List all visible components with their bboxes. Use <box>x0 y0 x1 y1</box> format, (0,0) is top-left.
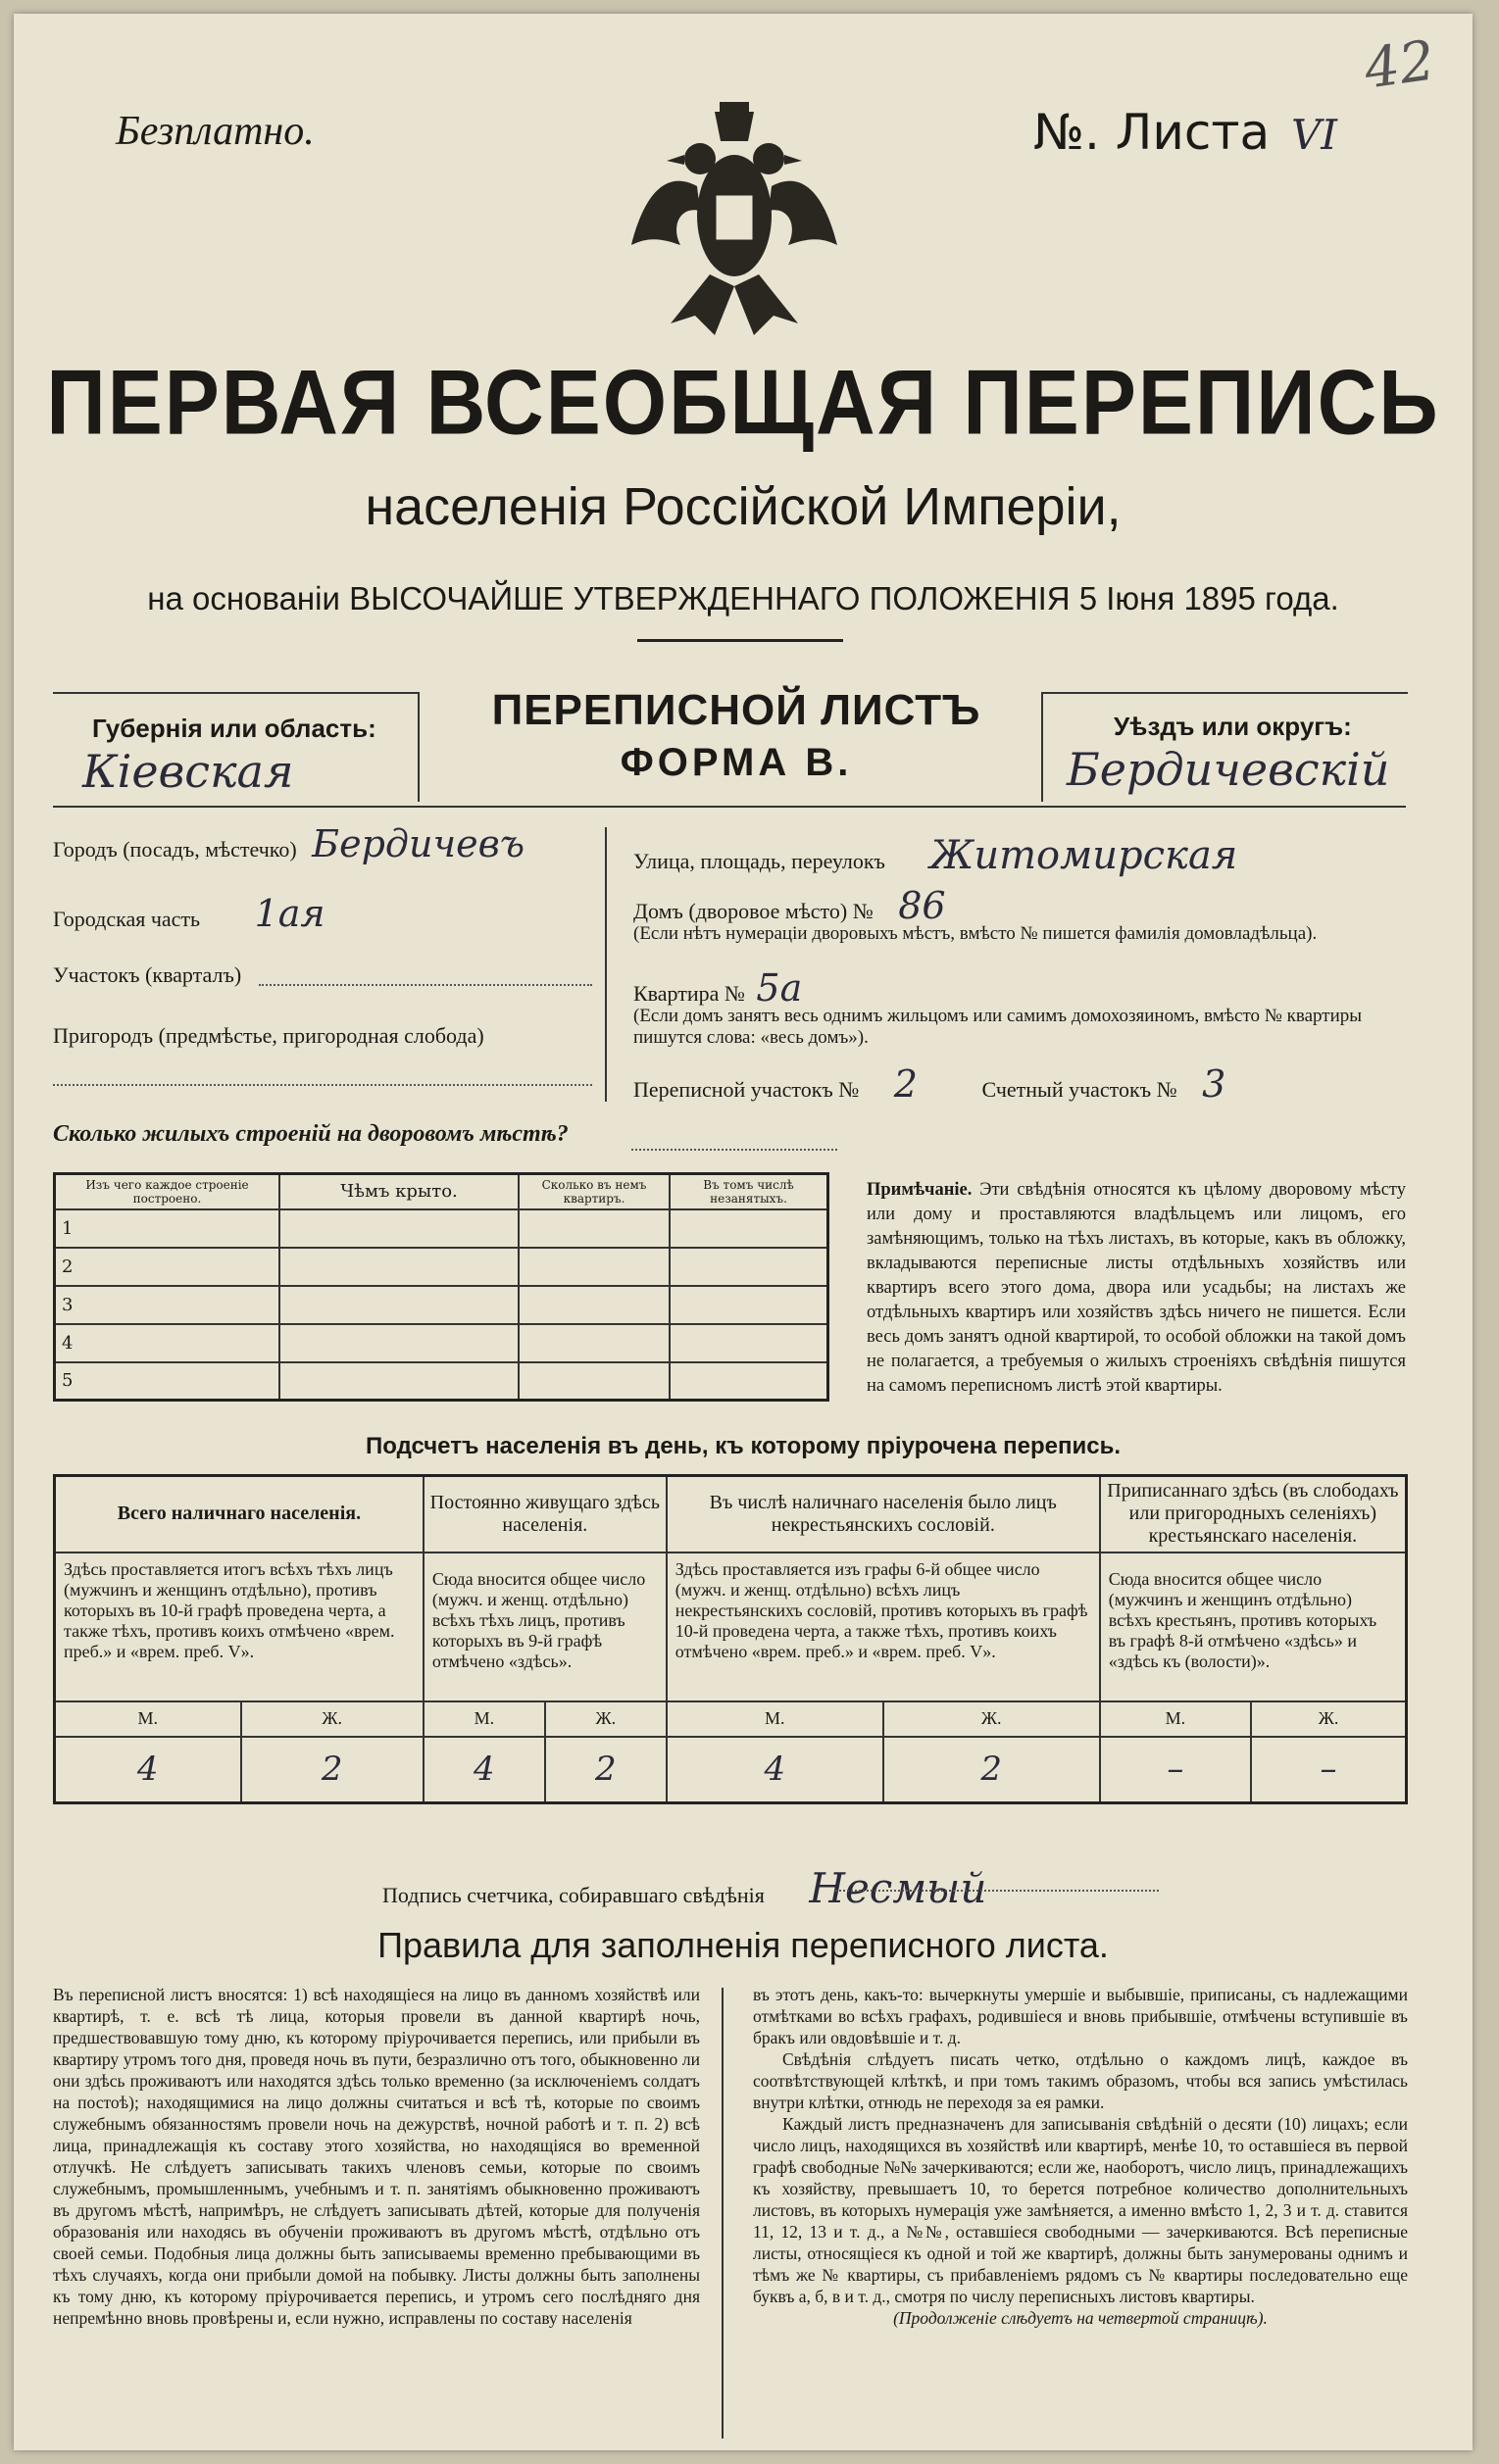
street-value: Житомирская <box>929 833 1238 878</box>
column-header: Изъ чего каждое строеніе построено. <box>55 1174 280 1209</box>
row-number: 5 <box>55 1362 280 1401</box>
population-table <box>53 1474 1408 1804</box>
divider <box>722 1988 724 2439</box>
row-number: 4 <box>55 1324 280 1362</box>
apartment-label: Квартира № <box>633 981 745 1006</box>
table-row <box>55 1209 828 1248</box>
dotted-line <box>631 1149 837 1151</box>
count-section-label: Счетный участокъ № <box>981 1077 1177 1102</box>
male-count: 4 <box>667 1737 883 1803</box>
sheet-number <box>1033 104 1337 161</box>
table-row <box>55 1324 828 1362</box>
table-row <box>55 1701 1407 1737</box>
population-header: Всего наличнаго населенія. <box>55 1476 424 1552</box>
house-note: (Если нѣтъ нумераціи дворовыхъ мѣстъ, вмѣсто № пишется фамилія домовладѣльца). <box>633 923 1318 944</box>
apartment-note: (Если домъ занятъ весь однимъ жильцомъ или самимъ домохозяиномъ, вмѣсто № квартиры пишутся слова: «весь домъ»). <box>633 1006 1363 1048</box>
note-title: Примѣчаніе. <box>867 1180 973 1200</box>
female-count: – <box>1251 1737 1406 1803</box>
male-count: 4 <box>424 1737 545 1803</box>
census-section-value: 2 <box>893 1062 918 1106</box>
street-row <box>633 833 1418 878</box>
female-label: Ж. <box>883 1701 1100 1737</box>
governorate-label: Губернія или область: <box>92 714 376 743</box>
table-row <box>55 1248 828 1286</box>
signature-value: Несмый <box>809 1864 987 1912</box>
subtitle: населенія Россійской Имперіи, <box>365 477 1122 536</box>
governorate-box <box>53 692 420 802</box>
divider <box>605 827 607 1102</box>
governorate-value: Кіевская <box>82 745 294 798</box>
population-header: Приписаннаго здѣсь (въ слободахъ или пригородныхъ селеніяхъ) крестьянскаго населенія. <box>1100 1476 1407 1552</box>
divider <box>637 639 843 642</box>
sections-row <box>633 1062 1418 1106</box>
buildings-table <box>53 1172 829 1402</box>
dotted-line <box>53 1084 592 1086</box>
district-value: Бердичевскій <box>1067 743 1390 796</box>
male-count: 4 <box>55 1737 241 1803</box>
apartment-row <box>633 966 1418 1010</box>
note-text: Эти свѣдѣнія относятся къ цѣлому дворовому мѣсту или дому и проставляются владѣльцемъ или лицомъ, его замѣняющимъ, только на тѣхъ листахъ, въ которые, какъ въ обложку, вкладываются переписные листы отдѣльныхъ хозяйствъ или квартиръ всего этого дома, двора или усадьбы; на листахъ же отдѣльныхъ квартиръ или хозяйствъ здѣсь ничего не пишется. Если весь домъ занятъ одной квартирой, то особой обложки на такой домъ не полагается, а требуемыя о жилыхъ строеніяхъ свѣдѣнія пишутся на самомъ переписномъ листѣ этой квартиры. <box>867 1180 1406 1396</box>
table-row <box>55 1552 1407 1701</box>
main-title: ПЕРВАЯ ВСЕОБЩАЯ ПЕРЕПИСЬ <box>46 350 1440 454</box>
continuation-note: (Продолженіе слѣдуетъ на четвертой страницѣ). <box>893 2308 1268 2328</box>
form-name: ФОРМА В. <box>620 741 853 784</box>
row-number: 3 <box>55 1286 280 1324</box>
dotted-line <box>259 984 592 986</box>
city-label: Городъ (посадъ, мѣстечко) <box>53 837 297 862</box>
city-part-value: 1ая <box>254 892 325 935</box>
city-row <box>53 822 592 865</box>
table-row <box>55 1737 1407 1803</box>
population-title: Подсчетъ населенія въ день, къ которому пріурочена перепись. <box>366 1433 1121 1459</box>
population-description: Здѣсь проставляется изъ графы 6-й общее число (мужч. и женщ. отдѣльно) всѣхъ лицъ некрестьянскихъ сословій, противъ которыхъ въ графѣ 10-й проведена черта, а также тѣхъ, противъ коихъ отмѣчено «врем. преб.» и «врем. преб. V». <box>667 1552 1100 1701</box>
female-label: Ж. <box>241 1701 424 1737</box>
district-box <box>1041 692 1408 802</box>
column-header: Сколько въ немъ квартиръ. <box>519 1174 670 1209</box>
divider <box>53 806 1406 808</box>
count-section-value: 3 <box>1202 1062 1226 1106</box>
sheet-title: ПЕРЕПИСНОЙ ЛИСТЪ <box>491 686 981 734</box>
table-row <box>55 1286 828 1324</box>
legal-basis: на основаніи ВЫСОЧАЙШЕ УТВЕРЖДЕННАГО ПОЛОЖЕНІЯ 5 Іюня 1895 года. <box>147 580 1339 616</box>
buildings-question: Сколько жилыхъ строеній на дворовомъ мѣстѣ? <box>53 1121 569 1147</box>
dotted-line <box>835 1890 1159 1892</box>
precinct-label: Участокъ (кварталъ) <box>53 962 242 987</box>
population-header: Постоянно живущаго здѣсь населенія. <box>424 1476 667 1552</box>
population-description: Здѣсь проставляется итогъ всѣхъ тѣхъ лицъ (мужчинъ и женщинъ отдѣльно), противъ которыхъ въ 10-й графѣ проведена черта, а также тѣхъ, противъ коихъ отмѣчено «врем. преб.» и «врем. преб. V». <box>55 1552 424 1701</box>
rules-title: Правила для заполненія переписного листа. <box>377 1925 1109 1965</box>
suburb-label: Пригородъ (предмѣстье, пригородная слобода) <box>53 1023 484 1048</box>
city-value: Бердичевъ <box>312 822 525 865</box>
female-label: Ж. <box>545 1701 667 1737</box>
column-header: Чѣмъ крыто. <box>279 1174 519 1209</box>
signature-label: Подпись счетчика, собиравшаго свѣдѣнія <box>382 1883 765 1907</box>
archive-number: 42 <box>1360 28 1439 102</box>
row-number: 1 <box>55 1209 280 1248</box>
male-label: М. <box>424 1701 545 1737</box>
table-header <box>55 1476 1407 1552</box>
rules-paragraph: въ этотъ день, какъ-то: вычеркнуты умершіе и выбывшіе, приписаны, съ надлежащими отмѣтками во всѣхъ графахъ, родившіеся и вновь прибывшіе, отмѣчены вступившіе въ бракъ или овдовѣвшіе и т. д. <box>753 1985 1408 2047</box>
male-count: – <box>1100 1737 1251 1803</box>
table-row <box>55 1362 828 1401</box>
row-number: 2 <box>55 1248 280 1286</box>
population-header: Въ числѣ наличнаго населенія было лицъ некрестьянскихъ сословій. <box>667 1476 1100 1552</box>
rules-right-column <box>753 1984 1408 2329</box>
population-description: Сюда вносится общее число (мужчинъ и женщинъ отдѣльно) всѣхъ крестьянъ, противъ которыхъ въ графѣ 8-й отмѣчено «здѣсь» и «здѣсь къ (волости)». <box>1100 1552 1407 1701</box>
note-block <box>867 1178 1406 1399</box>
sheet-number-label: №. Листа <box>1033 104 1271 161</box>
signature-row <box>382 1864 986 1912</box>
double-headed-eagle-icon <box>622 98 847 343</box>
city-part-row <box>53 892 592 935</box>
apartment-value: 5а <box>756 966 803 1010</box>
house-row <box>633 884 1418 927</box>
sheet-number-value: VI <box>1291 111 1337 159</box>
house-value: 86 <box>898 884 946 927</box>
rules-left-column: Въ переписной листъ вносятся: 1) всѣ находящіеся на лицо въ данномъ хозяйствѣ или квартирѣ, т. е. всѣ тѣ лица, которыя провели въ данной квартирѣ ночь, предшествовавшую тому дню, къ которому пріурочивается перепись, или прибыли въ квартиру утромъ того дня, проведя ночь въ пути, безразлично отъ того, обыкновенно ли они здѣсь проживаютъ или находятся здѣсь только временно (за исключеніемъ солдатъ на постоѣ); находящимися на лицо должны считаться и всѣ тѣ, которые по своимъ служебнымъ обязанностямъ провели ночь на дежурствѣ, ночной работѣ и т. п. 2) всѣ лица, принадлежащія къ составу этого хозяйства, но находящіяся во временной отлучкѣ. Не слѣдуетъ записывать такихъ членовъ семьи, которые по своимъ служебнымъ, промышленнымъ, учебнымъ и т. п. занятіямъ обыкновенно проживаютъ въ другомъ мѣстѣ, напримѣръ, не слѣдуетъ записывать дѣтей, которые для полученія образованія или находясь въ обученіи проживаютъ въ другомъ мѣстѣ, отдѣльно отъ своей семьи. Подобныя лица должны быть записываемы временно пребывающими въ тѣхъ случаяхъ, когда они прибыли домой на побывку. Листы должны быть заполнены къ тому дню, къ которому пріурочивается перепись, и утромъ сего послѣдняго дня непремѣнно вновь провѣрены и, если нужно, исправлены по составу населенія <box>53 1985 700 2328</box>
rules-paragraph: Каждый листъ предназначенъ для записыванія свѣдѣній о десяти (10) лицахъ; если число лицъ, находящихся въ хозяйствѣ или квартирѣ, менѣе 10, то оставшіеся въ первой графѣ свободные №№ зачеркиваются; если же, наоборотъ, число лицъ, принадлежащихъ къ хозяйству, превышаетъ 10, то берется потребное количество дополнительныхъ листовъ, въ которыхъ нумерація уже замѣняется, а именно вмѣсто 1, 2, 3 и т. д. ставится 11, 12, 13 и т. д., а №№, оставшіеся свободными — зачеркиваются. Всѣ переписные листы, относящіеся къ одной и той же квартирѣ, должны быть занумерованы однимъ и тѣмъ же № квартиры, съ прибавленіемъ рядомъ съ № квартиры последовательно еще буквъ а, б, в и т. д., смотря по числу переписныхъ листовъ квартиры. <box>753 2114 1408 2306</box>
female-count: 2 <box>241 1737 424 1803</box>
column-header: Въ томъ числѣ незанятыхъ. <box>670 1174 828 1209</box>
female-count: 2 <box>883 1737 1100 1803</box>
female-label: Ж. <box>1251 1701 1406 1737</box>
district-label: Уѣздъ или округъ: <box>1114 712 1352 741</box>
male-label: М. <box>1100 1701 1251 1737</box>
rules-paragraph: Свѣдѣнія слѣдуетъ писать четко, отдѣльно о каждомъ лицѣ, каждое въ соотвѣтствующей клѣткѣ, и при томъ такимъ образомъ, чтобы вся запись умѣстилась внутри клѣтки, отнюдь не переходя за ея рамки. <box>753 2049 1408 2112</box>
census-form-page <box>14 14 1473 2450</box>
house-label: Домъ (дворовое мѣсто) № <box>633 899 874 923</box>
female-count: 2 <box>545 1737 667 1803</box>
free-label: Безплатно. <box>116 109 315 154</box>
male-label: М. <box>667 1701 883 1737</box>
table-header <box>55 1174 828 1209</box>
census-section-label: Переписной участокъ № <box>633 1077 860 1102</box>
population-description: Сюда вносится общее число (мужч. и женщ. отдѣльно) всѣхъ тѣхъ лицъ, противъ которыхъ въ 9-й графѣ отмѣчено «здѣсь». <box>424 1552 667 1701</box>
street-label: Улица, площадь, переулокъ <box>633 849 885 873</box>
male-label: М. <box>55 1701 241 1737</box>
city-part-label: Городская часть <box>53 907 201 931</box>
